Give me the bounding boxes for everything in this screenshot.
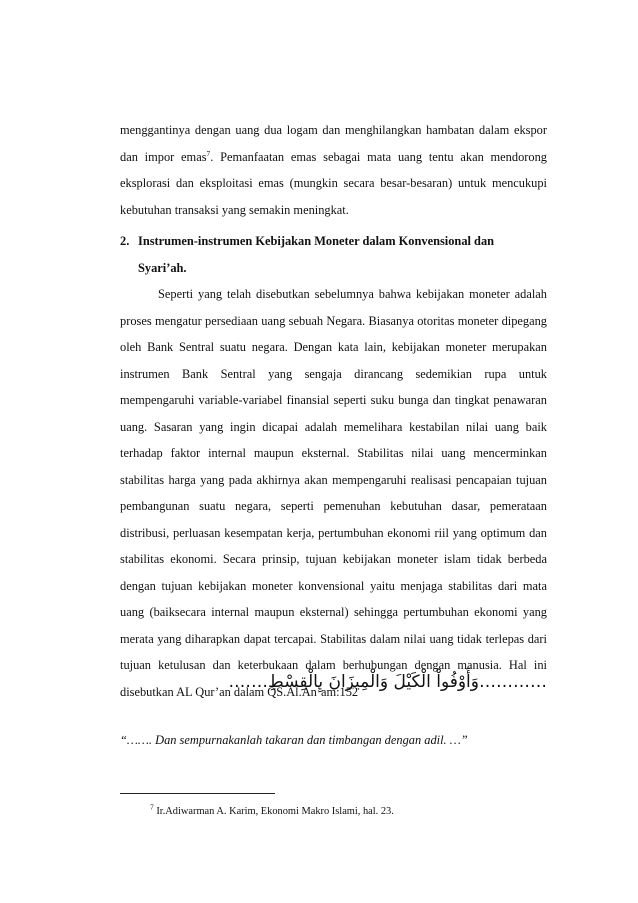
paragraph-text: . Pemanfaatan emas sebagai mata uang tentu akan mendorong eksplorasi dan eksploitasi emas (mungkin secara besar-besaran) untuk mencukupi kebutuhan transaksi yang semakin meningkat. (120, 149, 547, 217)
paragraph-gold-currency (120, 117, 547, 223)
footnote-reference[interactable]: 7 (206, 148, 211, 158)
footnote (150, 802, 540, 819)
paragraph-monetary-policy: Seperti yang telah disebutkan sebelumnya bahwa kebijakan moneter adalah proses mengatur persediaan uang sebuah Negara. Biasanya otoritas moneter dipegang oleh Bank Sentral suatu negara. Dengan kata lain, kebijakan moneter merupakan instrumen Bank Sentral yang sengaja dirancang sedemikian rupa untuk mempengaruhi variable-variabel finansial seperti suku bunga dan tingkat penawaran uang. Sasaran yang ingin dicapai adalah memelihara kestabilan nilai uang baik terhadap faktor internal maupun eksternal. Stabilitas nilai uang mencerminkan stabilitas harga yang pada akhirnya akan mempengaruhi realisasi pencapaian tujuan pembangunan suatu negara, seperti pemenuhan kebutuhan dasar, pemerataan distribusi, perluasan kesempatan kerja, pertumbuhan ekonomi riil yang optimum dan stabilitas ekonomi. Secara prinsip, tujuan kebijakan moneter islam tidak berbeda dengan tujuan kebijakan moneter konvensional yaitu menjaga stabilitas dari mata uang (baiksecara internal maupun eksternal) sehingga pertumbuhan ekonomi yang merata yang diharapkan dapat tercapai. Stabilitas dalam nilai uang tidak terlepas dari tujuan ketulusan dan keterbukaan dalam berhubungan dengan manusia. Hal ini disebutkan AL Qur’an dalam QS.Al.An’am:152 (120, 287, 547, 699)
verse-translation: “……. Dan sempurnakanlah takaran dan timbangan dengan adil. …” (120, 733, 468, 747)
footnote-divider (120, 793, 275, 794)
section-title-line1: Instrumen-instrumen Kebijakan Moneter dalam Konvensional dan (138, 234, 495, 248)
footnote-number: 7 (150, 802, 154, 812)
footnote-text: Ir.Adiwarman A. Karim, Ekonomi Makro Islami, hal. 23. (153, 806, 394, 817)
section-heading (120, 228, 547, 281)
section-number: 2. (120, 234, 130, 248)
paragraph-text: menggantinya dengan uang dua logam dan menghilangkan hambatan dalam ekspor dan impor emas (120, 123, 547, 164)
quran-verse: …………وَأَوْفُواْ الْكَيْلَ وَالْمِيزَانَ بِالْقِسْطِ……. (228, 672, 547, 692)
section-title-line2: Syari’ah. (138, 260, 187, 275)
